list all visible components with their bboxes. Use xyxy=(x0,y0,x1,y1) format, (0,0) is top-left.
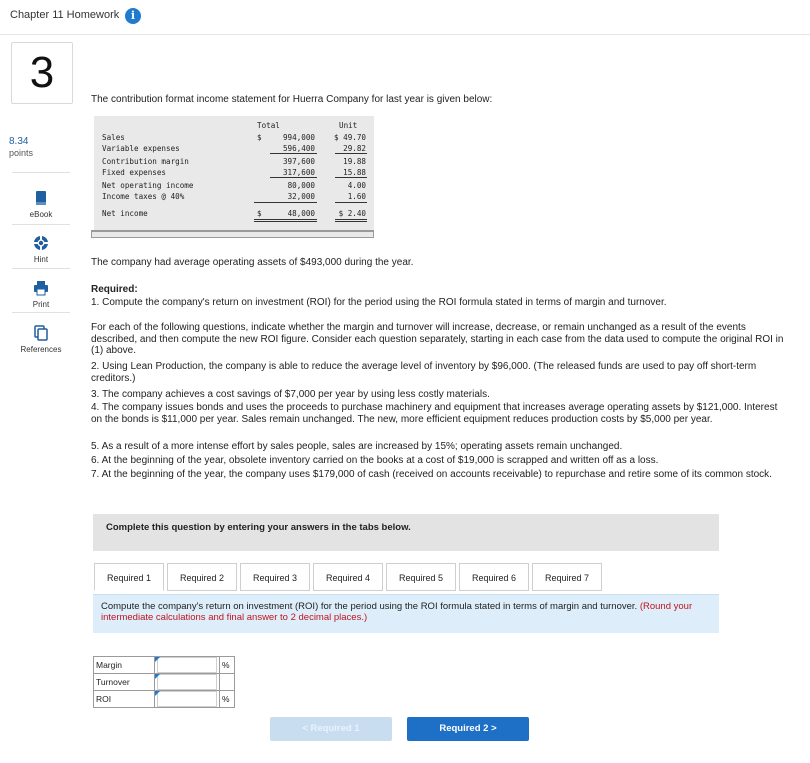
answer-unit xyxy=(220,674,235,691)
row-dollar: $ xyxy=(257,133,262,142)
sidebar-divider xyxy=(12,224,70,225)
tab-required-2[interactable]: Required 2 xyxy=(167,563,237,591)
book-icon xyxy=(33,190,49,206)
answer-table xyxy=(93,656,235,708)
item-2: 2. Using Lean Production, the company is able to reduce the average level of inventory by $96,000. (The released funds are used to pay off short-term creditors.) xyxy=(91,361,757,384)
top-bar xyxy=(0,0,810,35)
answer-cell xyxy=(155,674,220,691)
item-7: 7. At the beginning of the year, the company uses $179,000 of cash (received on accounts receivable) to repurchase and retire some of its common stock. xyxy=(91,469,772,480)
answer-unit: % xyxy=(220,691,235,708)
prev-required-button[interactable]: < Required 1 xyxy=(270,717,392,741)
panel-text: Complete this question by entering your answers in the tabs below. xyxy=(106,522,411,533)
rule xyxy=(335,202,367,203)
tab-required-4[interactable]: Required 4 xyxy=(313,563,383,591)
row-unit: 29.82 xyxy=(343,144,366,153)
rule xyxy=(335,177,367,178)
row-unit: 1.60 xyxy=(347,192,366,201)
row-unit: $ 49.70 xyxy=(333,133,366,142)
row-total: 80,000 xyxy=(287,181,315,190)
tab-required-7[interactable]: Required 7 xyxy=(532,563,602,591)
tab-required-6[interactable]: Required 6 xyxy=(459,563,529,591)
row-label: Net operating income xyxy=(102,181,194,190)
answer-label: Margin xyxy=(94,657,155,674)
turnover-input[interactable] xyxy=(157,674,217,690)
question-number: 3 xyxy=(11,42,73,104)
flag-icon xyxy=(155,674,160,679)
points-label: points xyxy=(9,148,34,158)
instruction-note: (Round your intermediate calculations and final answer to 2 decimal places.) xyxy=(101,601,693,623)
row-total: 317,600 xyxy=(282,168,315,177)
row-label: Net income xyxy=(102,209,148,218)
item-5: 5. As a result of a more intense effort by sales people, sales are increased by 15%; operating assets remain unchanged. xyxy=(91,441,623,452)
hint-label: Hint xyxy=(33,255,49,264)
statement-scrollbar-track xyxy=(92,232,373,237)
question-intro: The contribution format income statement for Huerra Company for last year is given below: xyxy=(91,94,493,105)
tab-required-1[interactable]: Required 1 xyxy=(94,563,164,591)
print-label: Print xyxy=(32,300,50,309)
tab-required-3[interactable]: Required 3 xyxy=(240,563,310,591)
printer-icon xyxy=(33,280,49,296)
row-label: Fixed expenses xyxy=(102,168,167,177)
row-label: Sales xyxy=(102,133,125,142)
row-total: 48,000 xyxy=(287,209,315,218)
required-1-text: 1. Compute the company's return on investment (ROI) for the period using the ROI formula stated in terms of margin and turnover. xyxy=(91,297,667,308)
rule xyxy=(270,153,317,154)
item-4: 4. The company issues bonds and uses the proceeds to purchase machinery and equipment that increases average operating assets by $121,000. Interest on the bonds is $11,000 per year. Sales remain unchanged. The new, more efficient equipment reduces production costs by $5,000 per year. xyxy=(91,402,778,425)
answer-row-margin xyxy=(94,657,235,674)
row-label: Variable expenses xyxy=(102,144,180,153)
item-3: 3. The company achieves a cost savings of $7,000 per year by using less costly materials. xyxy=(91,389,490,400)
row-label: Income taxes @ 40% xyxy=(102,192,185,201)
required-heading: Required: xyxy=(91,284,138,295)
answer-row-turnover xyxy=(94,674,235,691)
rule xyxy=(254,202,317,203)
row-unit: 15.88 xyxy=(343,168,366,177)
answer-cell xyxy=(155,657,220,674)
answer-unit: % xyxy=(220,657,235,674)
row-total: 994,000 xyxy=(282,133,315,142)
roi-input[interactable] xyxy=(157,691,217,707)
rule xyxy=(270,177,317,178)
answer-row-roi xyxy=(94,691,235,708)
row-dollar: $ xyxy=(257,209,262,218)
row-total: 397,600 xyxy=(282,157,315,166)
lifebuoy-icon xyxy=(33,235,49,251)
col-total-header: Total xyxy=(257,121,280,130)
answer-label: ROI xyxy=(94,691,155,708)
double-rule xyxy=(254,219,317,222)
row-total: 32,000 xyxy=(287,192,315,201)
hint-button[interactable] xyxy=(12,235,70,264)
row-unit: 19.88 xyxy=(343,157,366,166)
income-statement xyxy=(94,116,374,234)
instruction-main: Compute the company's return on investment (ROI) for the period using the ROI formula stated in terms of margin and turnover. xyxy=(101,601,638,612)
item-6: 6. At the beginning of the year, obsolete inventory carried on the books at a cost of $19,000 is scrapped and written off as a loss. xyxy=(91,455,659,466)
references-button[interactable] xyxy=(12,325,70,354)
followup-intro: For each of the following questions, indicate whether the margin and turnover will increase, decrease, or remain unchanged as a result of the events described, and then compute the new ROI figure. Consider each question separately, starting in each case from the data used to compute the original ROI in (1) above. xyxy=(91,322,784,356)
ebook-button[interactable] xyxy=(12,190,70,219)
references-label: References xyxy=(20,345,62,354)
flag-icon xyxy=(155,691,160,696)
answer-cell xyxy=(155,691,220,708)
sidebar-divider xyxy=(12,312,70,313)
sidebar-divider xyxy=(12,172,70,173)
double-rule xyxy=(335,219,367,222)
points-value: 8.34 xyxy=(9,136,29,147)
sidebar-divider xyxy=(12,268,70,269)
margin-input[interactable] xyxy=(157,657,217,673)
answer-label: Turnover xyxy=(94,674,155,691)
row-total: 596,400 xyxy=(282,144,315,153)
print-button[interactable] xyxy=(12,280,70,309)
row-unit: $ 2.40 xyxy=(338,209,366,218)
assets-text: The company had average operating assets of $493,000 during the year. xyxy=(91,257,414,268)
flag-icon xyxy=(155,657,160,662)
col-unit-header: Unit xyxy=(339,121,358,130)
tab-instructions xyxy=(101,601,701,623)
info-icon[interactable]: i xyxy=(125,8,141,24)
rule xyxy=(335,153,367,154)
row-label: Contribution margin xyxy=(102,157,189,166)
assignment-title: Chapter 11 Homework xyxy=(10,9,120,21)
ebook-label: eBook xyxy=(29,210,53,219)
row-unit: 4.00 xyxy=(347,181,366,190)
next-required-button[interactable]: Required 2 > xyxy=(407,717,529,741)
tab-required-5[interactable]: Required 5 xyxy=(386,563,456,591)
copy-icon xyxy=(33,325,49,341)
